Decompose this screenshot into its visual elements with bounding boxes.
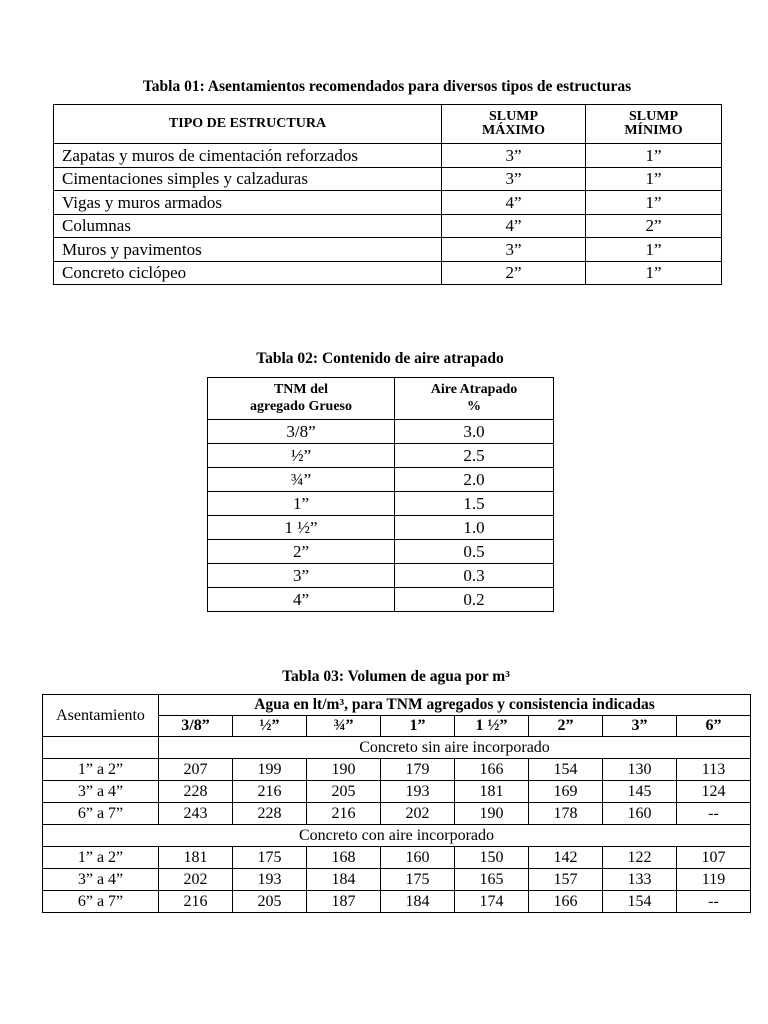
table2-cell-tnm: 2” [208,540,395,564]
table2-cell-tnm: ¾” [208,468,395,492]
table1 [53,104,722,285]
table1-cell-tipo: Muros y pavimentos [54,238,442,262]
table-row [208,420,554,444]
table3-cell: 228 [233,803,307,825]
table3-cell: 216 [307,803,381,825]
table3-caption: Tabla 03: Volumen de agua por m³ [282,668,510,685]
table3-cell: 119 [677,869,751,891]
table-row [208,540,554,564]
table2-cell-aire: 1.5 [395,492,554,516]
table2-cell-tnm: 3/8” [208,420,395,444]
table3-size: ½” [233,716,307,737]
table-row [54,191,722,215]
table3-cell: 130 [603,759,677,781]
table1-cell-tipo: Columnas [54,214,442,238]
table3-cell: 113 [677,759,751,781]
table3-cell: 124 [677,781,751,803]
table3-section-row [43,737,751,759]
table2-header-aire [395,378,554,420]
table3-cell: 166 [455,759,529,781]
table3-cell: 133 [603,869,677,891]
table3-cell: 122 [603,847,677,869]
table3-cell: 199 [233,759,307,781]
table3-cell: 202 [159,869,233,891]
table3-cell: 175 [233,847,307,869]
table-row [208,444,554,468]
table3-size: 3” [603,716,677,737]
table3-cell: 175 [381,869,455,891]
table3-size: 3/8” [159,716,233,737]
table1-cell-min: 1” [586,167,722,191]
table3-cell: 202 [381,803,455,825]
table2-cell-aire: 0.3 [395,564,554,588]
table-row [43,847,751,869]
table3-size: ¾” [307,716,381,737]
table3 [42,694,751,913]
table3-size: 6” [677,716,751,737]
table-row [54,238,722,262]
table3-cell: -- [677,803,751,825]
table2-cell-aire: 0.2 [395,588,554,612]
table3-cell: 179 [381,759,455,781]
table2-header-aire-line2: % [467,398,481,414]
table-row [54,214,722,238]
table2 [207,377,554,612]
table-row [54,167,722,191]
table3-cell: 190 [307,759,381,781]
table3-header-asentamiento: Asentamiento [43,695,159,737]
table1-cell-max: 4” [442,214,586,238]
table1-cell-tipo: Concreto ciclópeo [54,261,442,285]
table2-cell-tnm: ½” [208,444,395,468]
table3-row-label: 3” a 4” [43,781,159,803]
table-row [208,468,554,492]
table3-header-row [43,695,751,716]
table3-cell: -- [677,891,751,913]
table2-header-tnm-line1: TNM del [273,382,329,398]
table1-header-slump-max [442,105,586,144]
table3-size: 1 ½” [455,716,529,737]
table3-section-title: Concreto con aire incorporado [43,825,751,847]
table1-cell-max: 3” [442,238,586,262]
table1-cell-min: 1” [586,191,722,215]
table1-header-slump-min [586,105,722,144]
table3-section-row [43,825,751,847]
table-row [43,781,751,803]
table1-cell-min: 1” [586,238,722,262]
table3-cell: 207 [159,759,233,781]
table3-cell: 154 [603,891,677,913]
table3-cell: 145 [603,781,677,803]
table3-size: 2” [529,716,603,737]
table3-section-title: Concreto sin aire incorporado [159,737,751,759]
table3-cell: 174 [455,891,529,913]
table1-cell-min: 1” [586,261,722,285]
table2-header-aire-line1: Aire Atrapado [430,382,518,398]
table2-cell-tnm: 1 ½” [208,516,395,540]
table3-cell: 184 [307,869,381,891]
table3-cell: 166 [529,891,603,913]
table3-cell: 160 [381,847,455,869]
table3-row-label: 3” a 4” [43,869,159,891]
table3-cell: 157 [529,869,603,891]
table3-cell: 168 [307,847,381,869]
table3-row-label: 1” a 2” [43,759,159,781]
table3-cell: 169 [529,781,603,803]
table2-cell-tnm: 1” [208,492,395,516]
table3-cell: 193 [381,781,455,803]
table1-header-slump-max-line1: SLUMP [489,109,538,124]
table3-row-label: 6” a 7” [43,891,159,913]
table1-caption: Tabla 01: Asentamientos recomendados para diversos tipos de estructuras [142,78,632,95]
table3-cell: 181 [455,781,529,803]
table3-cell: 190 [455,803,529,825]
table2-cell-aire: 2.0 [395,468,554,492]
table-row [208,564,554,588]
table2-header-tnm [208,378,395,420]
table2-header-row [208,378,554,420]
table2-cell-aire: 2.5 [395,444,554,468]
table3-cell: 160 [603,803,677,825]
table2-cell-aire: 3.0 [395,420,554,444]
table3-row-label: 6” a 7” [43,803,159,825]
table2-cell-aire: 1.0 [395,516,554,540]
table3-cell: 205 [307,781,381,803]
table-row [43,759,751,781]
table3-cell: 228 [159,781,233,803]
table2-cell-tnm: 4” [208,588,395,612]
table3-cell: 154 [529,759,603,781]
table3-row-label: 1” a 2” [43,847,159,869]
table2-caption: Tabla 02: Contenido de aire atrapado [256,350,504,367]
table1-cell-max: 4” [442,191,586,215]
table1-cell-max: 2” [442,261,586,285]
table2-cell-tnm: 3” [208,564,395,588]
table-row [43,803,751,825]
table3-cell: 181 [159,847,233,869]
table3-size: 1” [381,716,455,737]
table1-cell-min: 2” [586,214,722,238]
table1-header-tipo: TIPO DE ESTRUCTURA [54,105,442,144]
table1-header-row [54,105,722,144]
table3-cell: 216 [159,891,233,913]
table3-cell: 216 [233,781,307,803]
table-row [208,588,554,612]
table1-cell-tipo: Cimentaciones simples y calzaduras [54,167,442,191]
table3-cell: 193 [233,869,307,891]
table1-header-slump-max-line2: MÁXIMO [482,123,545,138]
table3-cell: 243 [159,803,233,825]
table3-cell: 107 [677,847,751,869]
table2-header-tnm-line2: agregado Grueso [249,398,352,414]
table3-cell: 165 [455,869,529,891]
table-row [208,516,554,540]
table-row [208,492,554,516]
table3-cell: 178 [529,803,603,825]
table1-cell-max: 3” [442,167,586,191]
table1-cell-min: 1” [586,144,722,168]
table3-cell: 150 [455,847,529,869]
table3-cell: 142 [529,847,603,869]
table-row [54,144,722,168]
table1-cell-tipo: Zapatas y muros de cimentación reforzados [54,144,442,168]
table-row [54,261,722,285]
table-row [43,869,751,891]
table3-header-agua: Agua en lt/m³, para TNM agregados y consistencia indicadas [159,695,751,716]
table3-cell: 205 [233,891,307,913]
table1-cell-max: 3” [442,144,586,168]
table1-header-slump-min-line1: SLUMP [629,109,678,124]
table1-cell-tipo: Vigas y muros armados [54,191,442,215]
table-row [43,891,751,913]
table1-header-slump-min-line2: MÍNIMO [624,123,683,138]
table2-cell-aire: 0.5 [395,540,554,564]
table3-cell: 184 [381,891,455,913]
table3-cell: 187 [307,891,381,913]
